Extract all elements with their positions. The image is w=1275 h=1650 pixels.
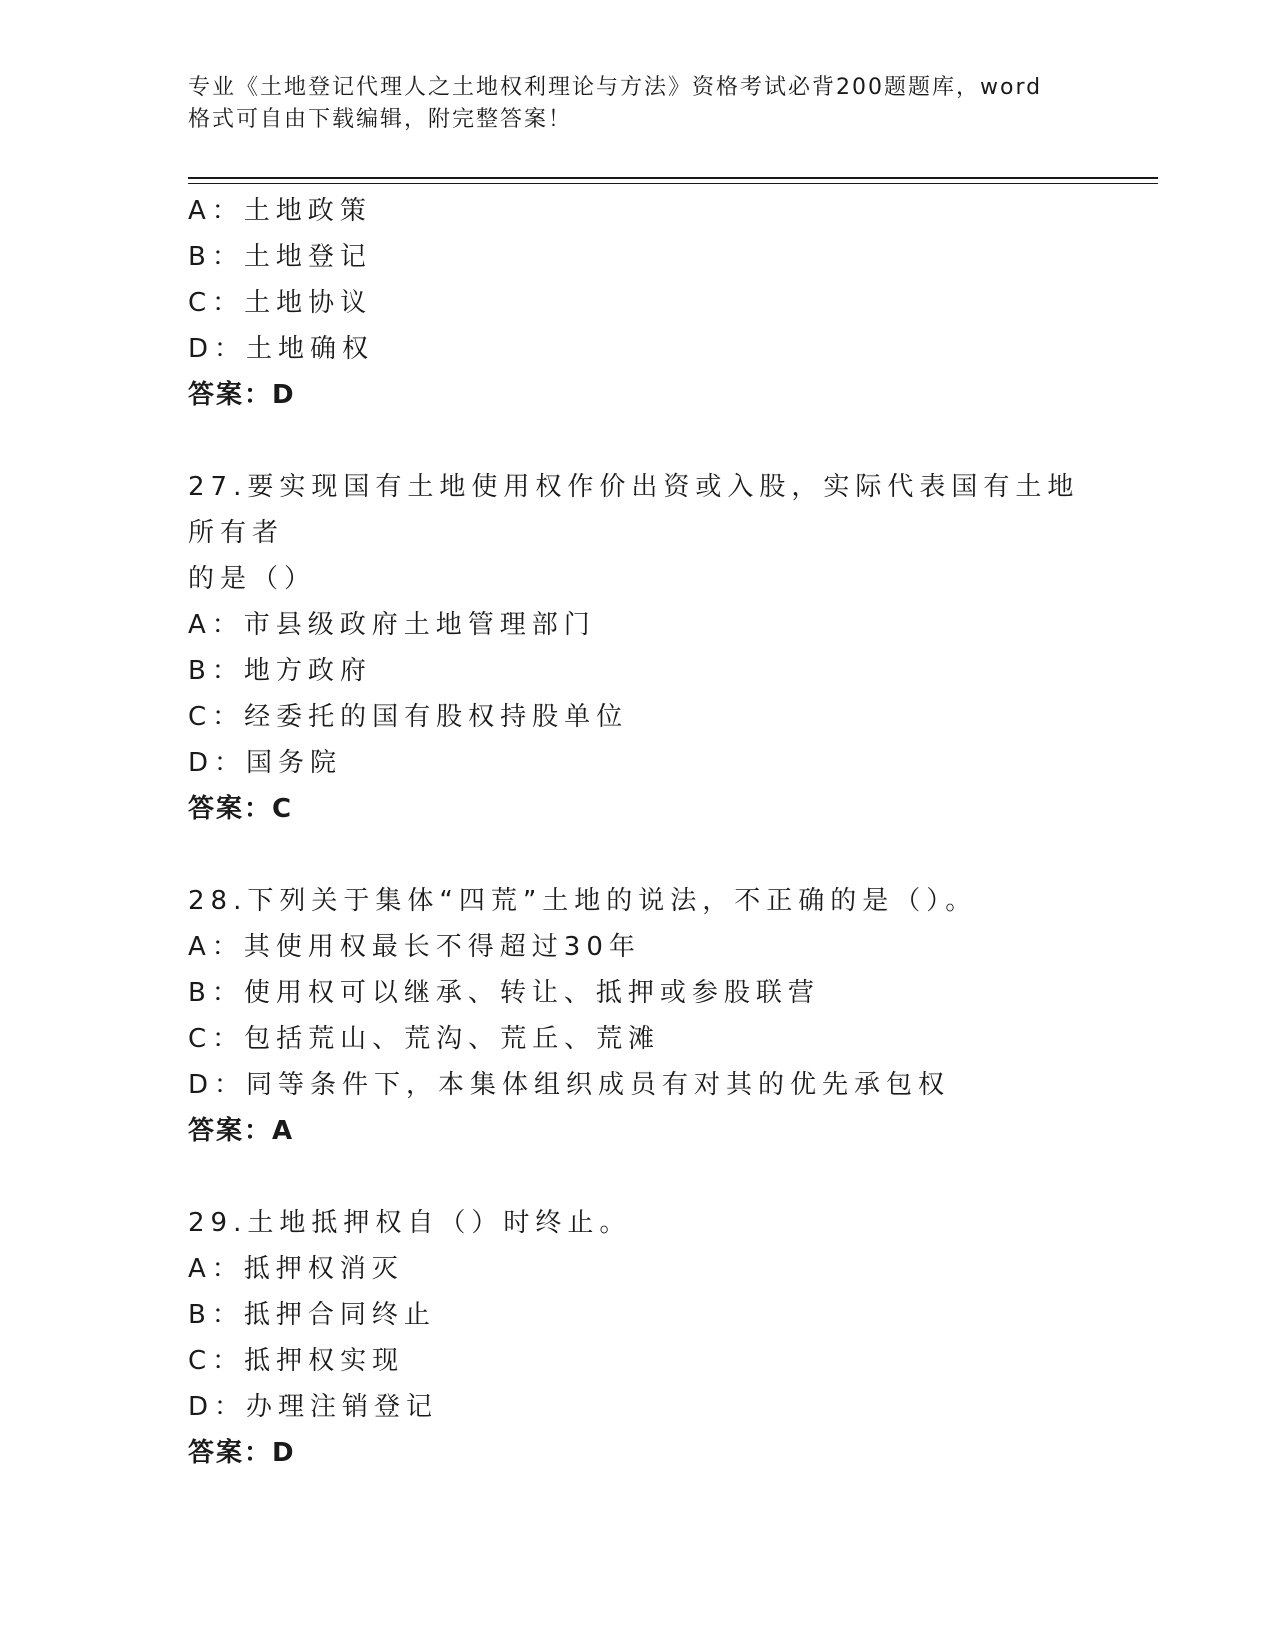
question-stem-continued: 的是（）: [188, 564, 317, 594]
option-d: D：土地确权: [188, 334, 375, 364]
answer: 答案：C: [188, 794, 294, 824]
option-a: A：市县级政府土地管理部门: [188, 610, 596, 640]
question-stem: 29.土地抵押权自（）时终止。: [188, 1208, 632, 1238]
question-stem: 28.下列关于集体“四荒”土地的说法，不正确的是（）。: [188, 886, 978, 916]
option-a: A：抵押权消灭: [188, 1254, 404, 1284]
option-d: D：国务院: [188, 748, 343, 778]
option-c: C：土地协议: [188, 288, 373, 318]
option-a: A：其使用权最长不得超过30年: [188, 932, 641, 962]
option-b: B：地方政府: [188, 656, 372, 686]
option-a: A：土地政策: [188, 196, 372, 226]
option-b: B：抵押合同终止: [188, 1300, 436, 1330]
answer: 答案：D: [188, 380, 296, 410]
document-header: 专业《土地登记代理人之土地权利理论与方法》资格考试必背200题题库，word 格式可自由下载编辑，附完整答案！: [188, 75, 1043, 132]
option-b: B：土地登记: [188, 242, 372, 272]
option-d: D：办理注销登记: [188, 1392, 439, 1422]
header-divider-thin: [188, 183, 1158, 184]
option-d: D：同等条件下，本集体组织成员有对其的优先承包权: [188, 1070, 951, 1100]
option-b: B：使用权可以继承、转让、抵押或参股联营: [188, 978, 820, 1008]
question-26-continued: [188, 188, 1088, 418]
answer: 答案：D: [188, 1438, 296, 1468]
option-c: C：经委托的国有股权持股单位: [188, 702, 629, 732]
question-29: [188, 1200, 1088, 1476]
question-stem: 27.要实现国有土地使用权作价出资或入股，实际代表国有土地所有者: [188, 472, 1080, 548]
option-c: C：包括荒山、荒沟、荒丘、荒滩: [188, 1024, 661, 1054]
answer: 答案：A: [188, 1116, 295, 1146]
question-list: [188, 188, 1088, 1476]
header-divider: [188, 177, 1158, 179]
option-c: C：抵押权实现: [188, 1346, 405, 1376]
question-27: [188, 464, 1088, 832]
question-28: [188, 878, 1088, 1154]
